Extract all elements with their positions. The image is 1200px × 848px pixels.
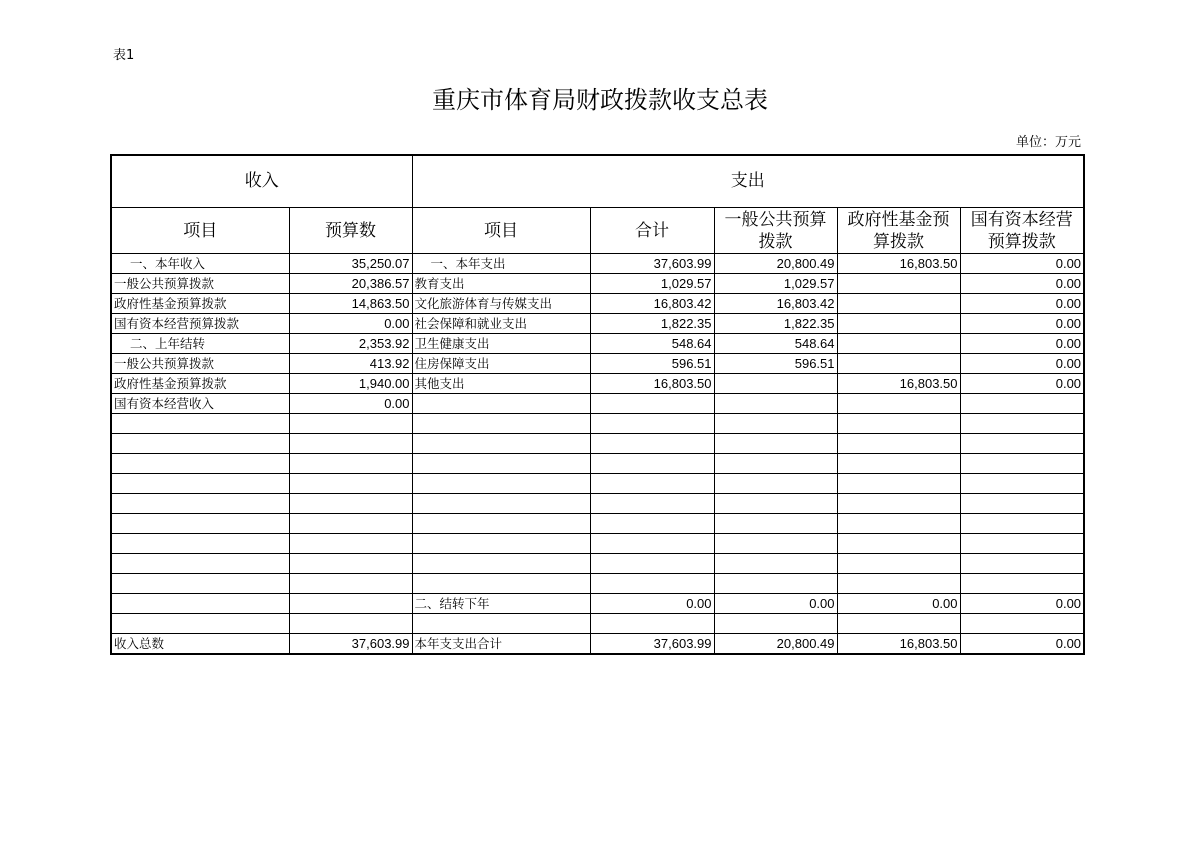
amount-cell (714, 374, 837, 394)
amount-cell: 0.00 (590, 594, 714, 614)
amount-cell (714, 414, 837, 434)
table-row (111, 474, 1084, 494)
amount-cell (960, 534, 1084, 554)
item-cell: 一、本年支出 (412, 254, 590, 274)
amount-cell (289, 554, 412, 574)
amount-cell (590, 434, 714, 454)
budget-table (110, 154, 1085, 655)
item-cell (412, 454, 590, 474)
amount-cell (714, 474, 837, 494)
item-cell (412, 554, 590, 574)
table-row (111, 514, 1084, 534)
item-cell (412, 614, 590, 634)
item-cell (111, 574, 289, 594)
amount-cell (837, 274, 960, 294)
amount-cell (837, 554, 960, 574)
amount-cell: 0.00 (960, 314, 1084, 334)
item-cell: 政府性基金预算拨款 (111, 374, 289, 394)
amount-cell (714, 454, 837, 474)
amount-cell (289, 514, 412, 534)
amount-cell (714, 554, 837, 574)
amount-cell (837, 494, 960, 514)
amount-cell: 20,386.57 (289, 274, 412, 294)
item-cell (412, 474, 590, 494)
item-cell (111, 594, 289, 614)
amount-cell: 0.00 (289, 314, 412, 334)
item-cell: 一般公共预算拨款 (111, 354, 289, 374)
item-cell (412, 534, 590, 554)
amount-cell: 1,029.57 (590, 274, 714, 294)
expense-item-header: 项目 (412, 208, 590, 254)
amount-cell (960, 474, 1084, 494)
amount-cell (289, 454, 412, 474)
table-row (111, 634, 1084, 655)
amount-cell (960, 574, 1084, 594)
amount-cell (590, 494, 714, 514)
item-cell (412, 514, 590, 534)
amount-cell (960, 554, 1084, 574)
amount-cell (714, 514, 837, 534)
amount-cell (837, 434, 960, 454)
amount-cell (837, 394, 960, 414)
table-label: 表1 (113, 48, 135, 63)
amount-cell: 0.00 (960, 294, 1084, 314)
income-header: 收入 (111, 155, 412, 208)
item-cell: 其他支出 (412, 374, 590, 394)
amount-cell: 0.00 (289, 394, 412, 414)
table-row (111, 594, 1084, 614)
table-row (111, 454, 1084, 474)
amount-cell (590, 574, 714, 594)
item-cell (412, 434, 590, 454)
amount-cell (289, 534, 412, 554)
amount-cell (714, 494, 837, 514)
amount-cell: 37,603.99 (590, 634, 714, 655)
item-cell (111, 414, 289, 434)
amount-cell (960, 614, 1084, 634)
table-row (111, 434, 1084, 454)
amount-cell (837, 314, 960, 334)
item-cell: 卫生健康支出 (412, 334, 590, 354)
table-row (111, 554, 1084, 574)
table-row (111, 294, 1084, 314)
amount-cell (590, 414, 714, 434)
amount-cell: 1,822.35 (590, 314, 714, 334)
table-row (111, 314, 1084, 334)
table-row (111, 254, 1084, 274)
general-budget-header: 一般公共预算拨款 (714, 208, 837, 254)
amount-cell: 20,800.49 (714, 634, 837, 655)
amount-cell (960, 514, 1084, 534)
table-row (111, 614, 1084, 634)
amount-cell: 0.00 (960, 594, 1084, 614)
amount-cell (960, 454, 1084, 474)
amount-cell (960, 434, 1084, 454)
amount-cell: 0.00 (960, 274, 1084, 294)
amount-cell (714, 434, 837, 454)
table-row (111, 354, 1084, 374)
item-cell (111, 534, 289, 554)
amount-cell (960, 414, 1084, 434)
unit-label: 单位：万元 (1015, 135, 1081, 150)
table-row (111, 394, 1084, 414)
amount-cell (837, 414, 960, 434)
amount-cell: 14,863.50 (289, 294, 412, 314)
amount-cell: 596.51 (590, 354, 714, 374)
amount-cell: 20,800.49 (714, 254, 837, 274)
amount-cell (837, 454, 960, 474)
item-cell: 文化旅游体育与传媒支出 (412, 294, 590, 314)
item-cell: 住房保障支出 (412, 354, 590, 374)
amount-cell: 35,250.07 (289, 254, 412, 274)
item-cell (412, 394, 590, 414)
amount-cell: 2,353.92 (289, 334, 412, 354)
item-cell (111, 514, 289, 534)
amount-cell: 596.51 (714, 354, 837, 374)
amount-cell (837, 334, 960, 354)
amount-cell (289, 414, 412, 434)
table-row (111, 534, 1084, 554)
amount-cell (837, 514, 960, 534)
amount-cell (590, 454, 714, 474)
amount-cell: 16,803.42 (714, 294, 837, 314)
amount-cell: 0.00 (960, 354, 1084, 374)
amount-cell: 16,803.42 (590, 294, 714, 314)
amount-cell: 37,603.99 (289, 634, 412, 655)
amount-cell (837, 614, 960, 634)
amount-cell (837, 534, 960, 554)
expense-header: 支出 (412, 155, 1084, 208)
amount-cell: 37,603.99 (590, 254, 714, 274)
item-cell: 国有资本经营预算拨款 (111, 314, 289, 334)
amount-cell (590, 534, 714, 554)
amount-cell: 0.00 (960, 334, 1084, 354)
page-title: 重庆市体育局财政拨款收支总表 (432, 86, 768, 114)
amount-cell: 1,822.35 (714, 314, 837, 334)
amount-cell: 548.64 (714, 334, 837, 354)
item-cell: 教育支出 (412, 274, 590, 294)
item-cell: 二、结转下年 (412, 594, 590, 614)
amount-cell (590, 614, 714, 634)
amount-cell (960, 494, 1084, 514)
amount-cell: 0.00 (714, 594, 837, 614)
table-row (111, 494, 1084, 514)
table-row (111, 274, 1084, 294)
amount-cell (289, 494, 412, 514)
item-cell: 本年支支出合计 (412, 634, 590, 655)
table-row (111, 574, 1084, 594)
amount-cell (960, 394, 1084, 414)
amount-cell: 16,803.50 (837, 634, 960, 655)
amount-cell (837, 474, 960, 494)
amount-cell (289, 574, 412, 594)
state-capital-header: 国有资本经营预算拨款 (960, 208, 1084, 254)
amount-cell: 0.00 (960, 634, 1084, 655)
item-cell (111, 554, 289, 574)
amount-cell (289, 614, 412, 634)
income-item-header: 项目 (111, 208, 289, 254)
item-cell: 政府性基金预算拨款 (111, 294, 289, 314)
amount-cell (590, 394, 714, 414)
amount-cell: 16,803.50 (837, 254, 960, 274)
budget-header: 预算数 (289, 208, 412, 254)
item-cell (111, 494, 289, 514)
item-cell (412, 574, 590, 594)
item-cell: 收入总数 (111, 634, 289, 655)
item-cell (412, 494, 590, 514)
item-cell (111, 614, 289, 634)
item-cell: 二、上年结转 (111, 334, 289, 354)
item-cell: 一、本年收入 (111, 254, 289, 274)
item-cell: 一般公共预算拨款 (111, 274, 289, 294)
table-row (111, 374, 1084, 394)
amount-cell (714, 614, 837, 634)
item-cell (111, 454, 289, 474)
amount-cell (289, 594, 412, 614)
item-cell (412, 414, 590, 434)
amount-cell: 1,029.57 (714, 274, 837, 294)
amount-cell (590, 554, 714, 574)
item-cell (111, 474, 289, 494)
total-header: 合计 (590, 208, 714, 254)
item-cell (111, 434, 289, 454)
amount-cell (714, 534, 837, 554)
item-cell: 国有资本经营收入 (111, 394, 289, 414)
item-cell: 社会保障和就业支出 (412, 314, 590, 334)
amount-cell (837, 574, 960, 594)
amount-cell: 0.00 (960, 254, 1084, 274)
amount-cell: 1,940.00 (289, 374, 412, 394)
table-row (111, 334, 1084, 354)
amount-cell (590, 474, 714, 494)
amount-cell: 0.00 (837, 594, 960, 614)
amount-cell: 16,803.50 (837, 374, 960, 394)
amount-cell: 413.92 (289, 354, 412, 374)
amount-cell (714, 574, 837, 594)
amount-cell (837, 294, 960, 314)
amount-cell (714, 394, 837, 414)
table-row (111, 414, 1084, 434)
amount-cell (837, 354, 960, 374)
amount-cell (289, 434, 412, 454)
amount-cell (590, 514, 714, 534)
amount-cell (289, 474, 412, 494)
fund-budget-header: 政府性基金预算拨款 (837, 208, 960, 254)
amount-cell: 16,803.50 (590, 374, 714, 394)
amount-cell: 0.00 (960, 374, 1084, 394)
amount-cell: 548.64 (590, 334, 714, 354)
